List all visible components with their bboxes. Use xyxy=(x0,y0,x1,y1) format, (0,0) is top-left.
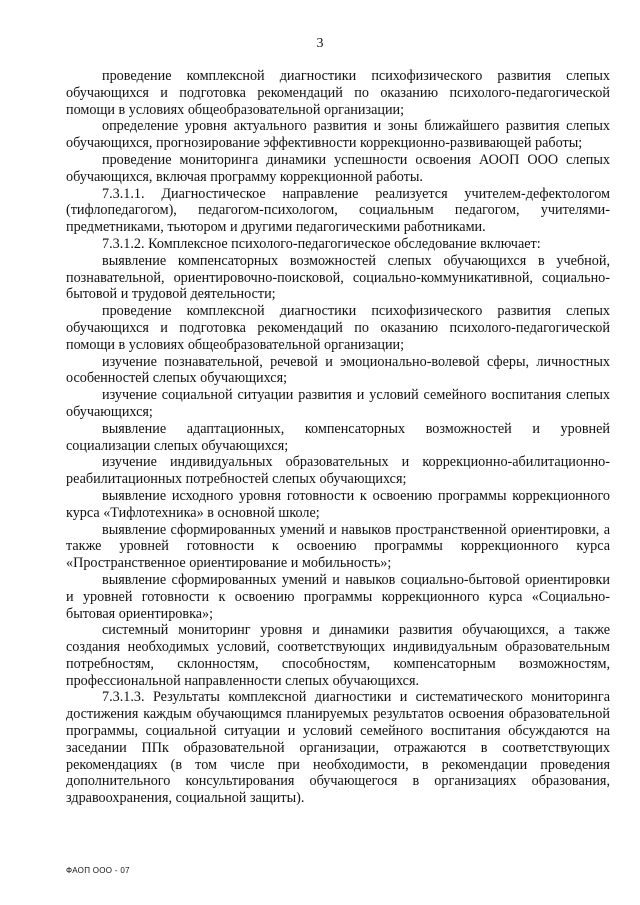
footer-document-code: ФАОП ООО - 07 xyxy=(66,866,130,875)
paragraph: определение уровня актуального развития и зоны ближайшего развития слепых обучающихся, прогнозирование эффективности коррекционно-развивающей работы; xyxy=(66,118,610,152)
paragraph: выявление сформированных умений и навыков социально-бытовой ориентировки и уровней готовности к освоению программы коррекционного курса «Социально-бытовая ориентировка»; xyxy=(66,571,610,622)
paragraph: выявление адаптационных, компенсаторных возможностей и уровней социализации слепых обучающихся; xyxy=(66,420,610,454)
paragraph: 7.3.1.1. Диагностическое направление реализуется учителем-дефектологом (тифлопедагогом), педагогом-психологом, социальным педагогом, учителями-предметниками, тьютором и другими педагогическими работниками. xyxy=(66,185,610,236)
paragraph: 7.3.1.3. Результаты комплексной диагностики и систематического мониторинга достижения каждым обучающимся планируемых результатов освоения образовательной программы, социальной ситуации и условий семейного воспитания обсуждаются на заседании ППк образовательной организации, отражаются в соответствующих рекомендациях (в том числе при необходимости, в рекомендации проведения дополнительного консультирования обучающегося в организациях образования, здравоохранения, социальной защиты). xyxy=(66,689,610,807)
paragraph: изучение социальной ситуации развития и условий семейного воспитания слепых обучающихся; xyxy=(66,387,610,420)
paragraph: проведение комплексной диагностики психофизического развития слепых обучающихся и подготовка рекомендаций по оказанию психолого-педагогической помощи в условиях общеобразовательной организации; xyxy=(66,68,610,118)
paragraph: выявление компенсаторных возможностей слепых обучающихся в учебной, познавательной, ориентировочно-поисковой, социально-коммуникативной, социально-бытовой и трудовой деятельности; xyxy=(66,252,610,303)
paragraph: изучение индивидуальных образовательных и коррекционно-абилитационно-реабилитационных потребностей слепых обучающихся; xyxy=(66,454,610,488)
paragraph: выявление исходного уровня готовности к освоению программы коррекционного курса «Тифлотехника» в основной школе; xyxy=(66,487,610,521)
paragraph: 7.3.1.2. Комплексное психолого-педагогическое обследование включает: xyxy=(102,235,541,252)
paragraph: проведение комплексной диагностики психофизического развития слепых обучающихся и подготовка рекомендаций по оказанию психолого-педагогической помощи в условиях общеобразовательной организации; xyxy=(66,303,610,353)
paragraph: системный мониторинг уровня и динамики развития обучающихся, а также создания необходимых условий, соответствующих индивидуальным образовательным потребностям, склонностям, способностям, компенсаторным возможностям, профессиональной направленности слепых обучающихся. xyxy=(66,622,610,689)
page-number: 3 xyxy=(316,36,324,51)
paragraph: выявление сформированных умений и навыков пространственной ориентировки, а также уровней готовности к освоению программы коррекционного курса «Пространственное ориентирование и мобильность»; xyxy=(66,521,610,572)
paragraph: проведение мониторинга динамики успешности освоения АООП ООО слепых обучающихся, включая программу коррекционной работы. xyxy=(66,151,610,185)
paragraph: изучение познавательной, речевой и эмоционально-волевой сферы, личностных особенностей слепых обучающихся; xyxy=(66,353,610,387)
document-body xyxy=(66,68,610,807)
